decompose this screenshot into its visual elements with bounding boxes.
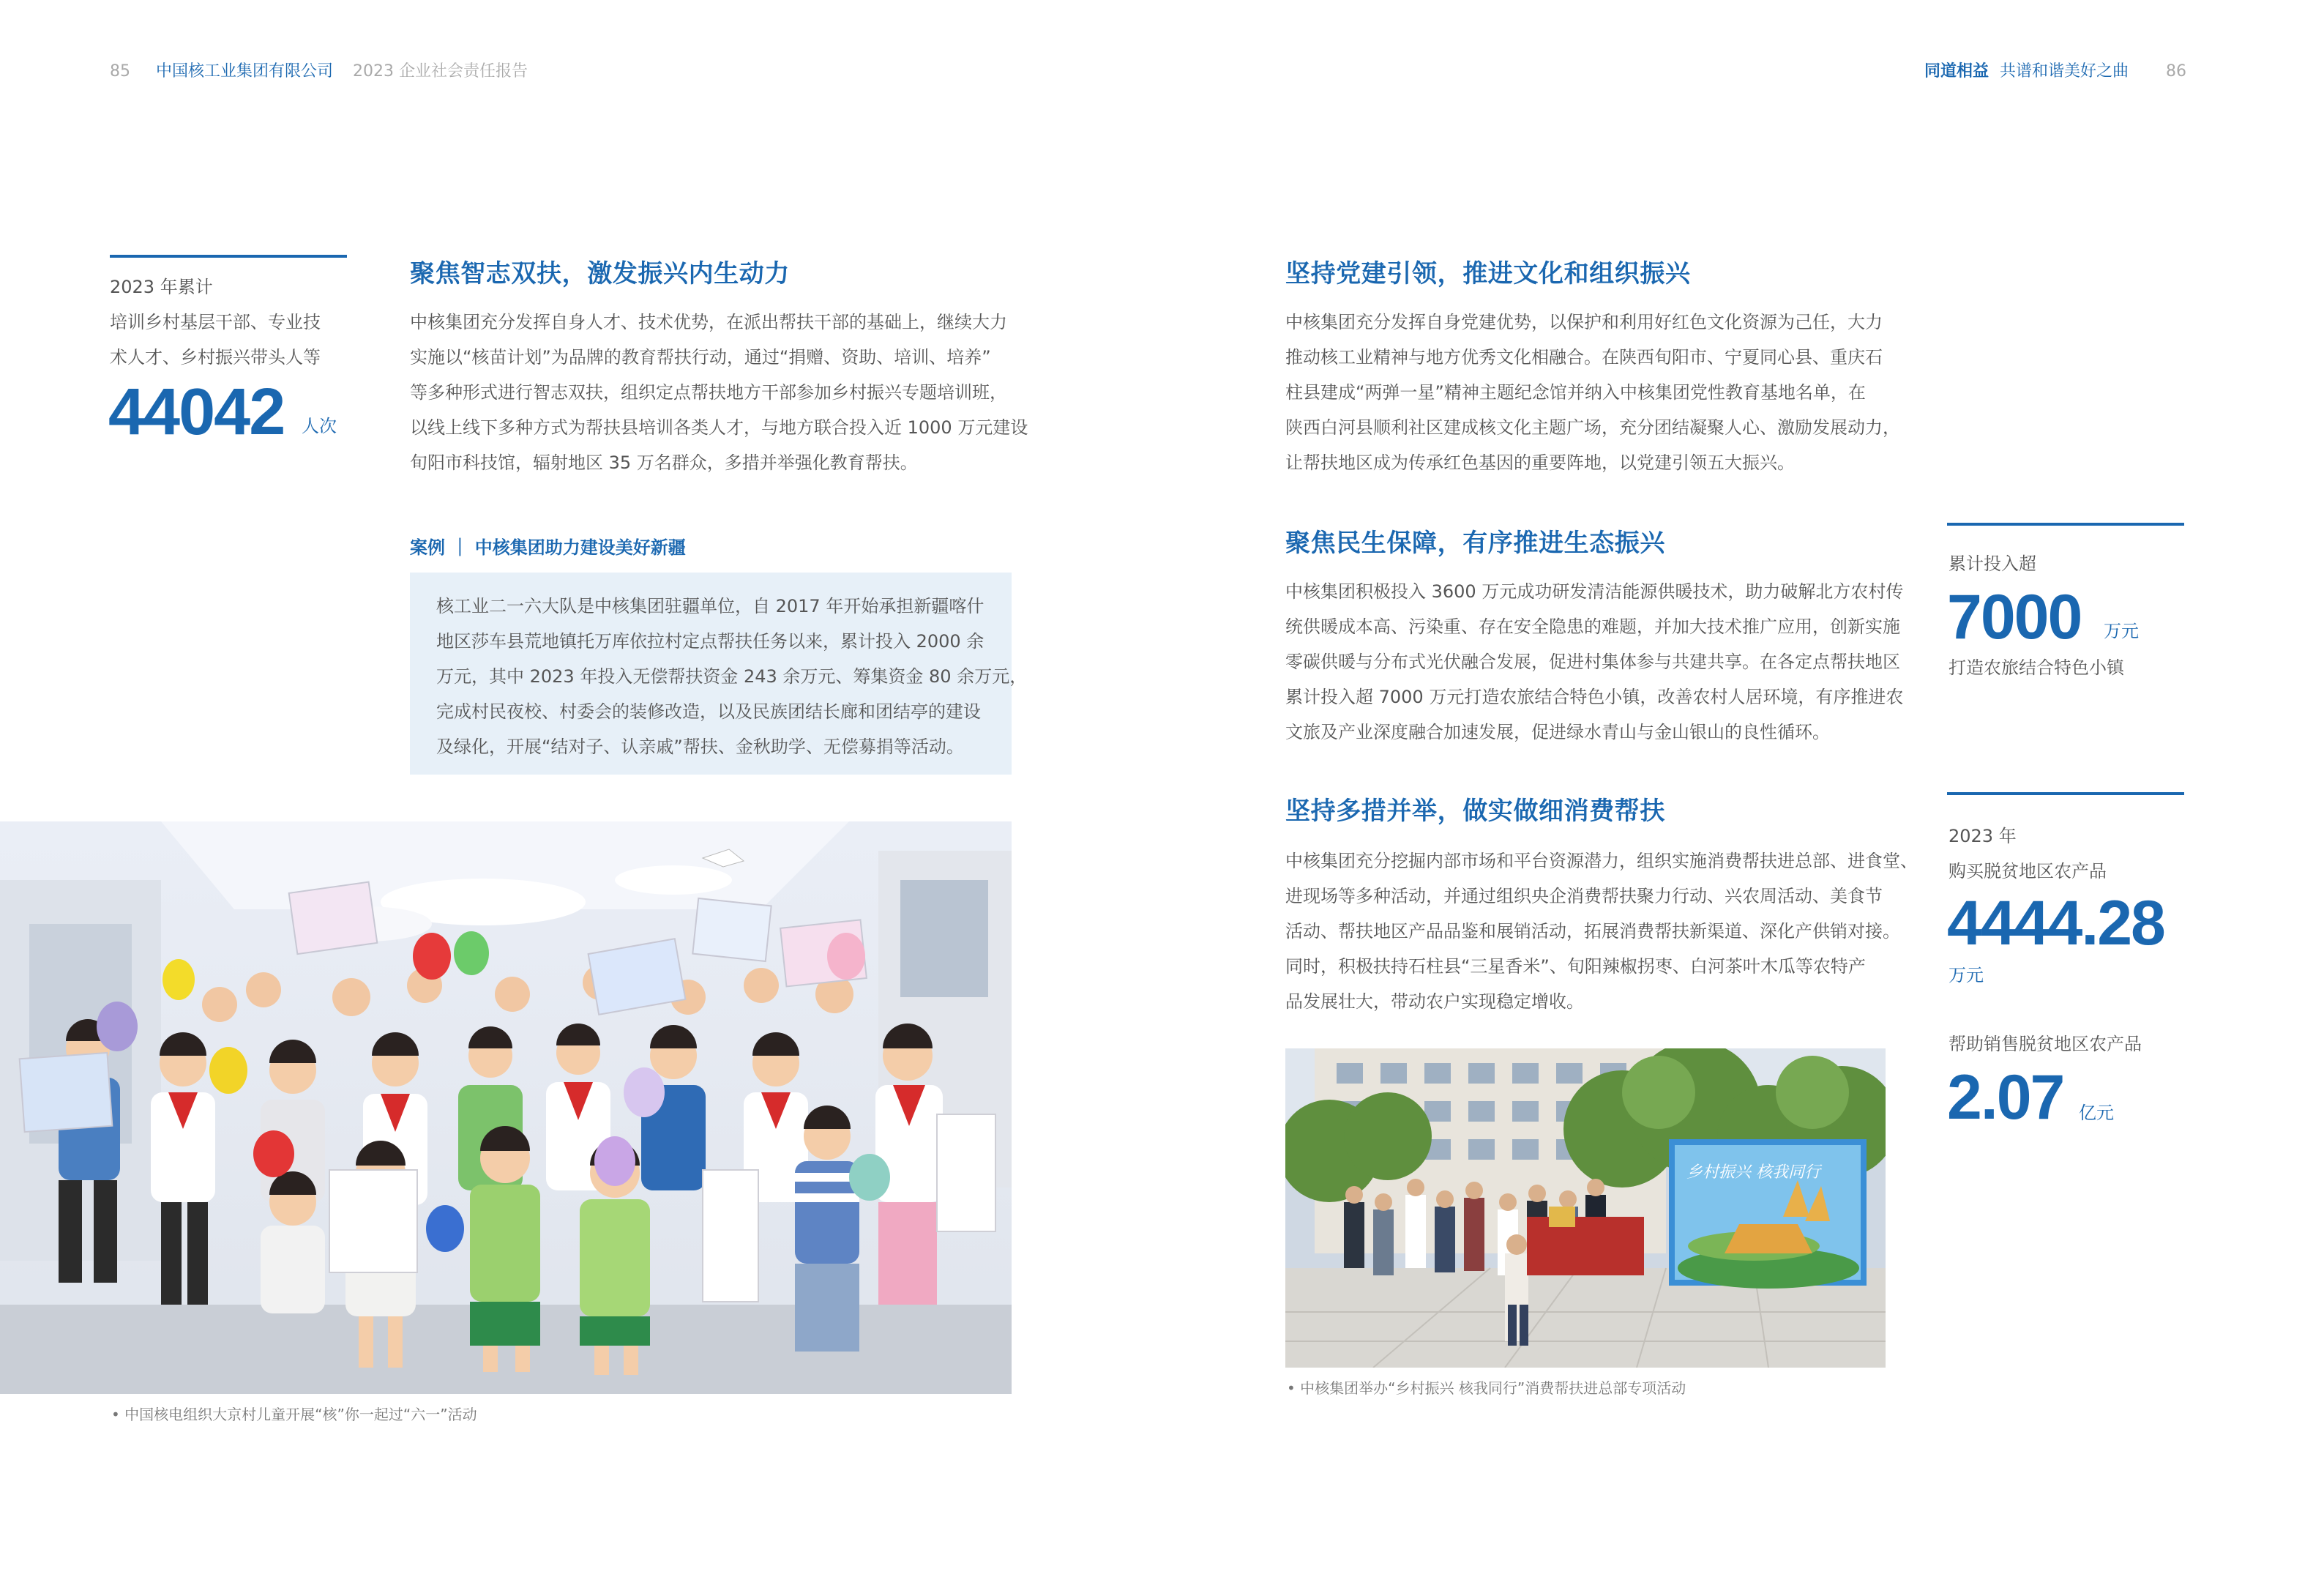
case-line: 核工业二一六大队是中核集团驻疆单位，自 2017 年开始承担新疆喀什 bbox=[436, 596, 984, 616]
body-line: 品发展壮大，带动农户实现稳定增收。 bbox=[1285, 991, 1584, 1012]
body-line: 零碳供暖与分布式光伏融合发展，促进村集体参与共建共享。在各定点帮扶地区 bbox=[1285, 652, 1900, 672]
stat-divider bbox=[1947, 523, 2184, 526]
stat-label-line: 术人才、乡村振兴带头人等 bbox=[110, 347, 321, 368]
stat-investment-label: 累计投入超 bbox=[1949, 553, 2036, 574]
left-page-header bbox=[110, 59, 528, 81]
section-heading: 坚持党建引领，推进文化和组织振兴 bbox=[1285, 259, 1691, 288]
body-line: 旬阳市科技馆，辐射地区 35 万名群众，多措并举强化教育帮扶。 bbox=[410, 452, 918, 473]
photo-caption: • 中国核电组织大京村儿童开展“核”你一起过“六一”活动 bbox=[111, 1406, 477, 1423]
stat-divider bbox=[110, 255, 347, 258]
children-activity-photo bbox=[0, 821, 1012, 1394]
left-page-number: 85 bbox=[110, 62, 130, 81]
stat-divider bbox=[1947, 792, 2184, 795]
stat-trainees-value: 44042 bbox=[108, 376, 285, 449]
stat-investment-desc: 打造农旅结合特色小镇 bbox=[1949, 657, 2124, 678]
stat-sales-unit: 亿元 bbox=[2079, 1103, 2114, 1123]
header-company: 中国核工业集团有限公司 bbox=[156, 62, 334, 81]
case-line: 地区莎车县荒地镇托万库依拉村定点帮扶任务以来，累计投入 2000 余 bbox=[436, 631, 984, 652]
stat-investment-unit: 万元 bbox=[2104, 621, 2139, 641]
body-line: 推动核工业精神与地方优秀文化相融合。在陕西旬阳市、宁夏同心县、重庆石 bbox=[1285, 347, 1883, 368]
body-line: 陕西白河县顺利社区建成核文化主题广场，充分团结凝聚人心、激励发展动力， bbox=[1285, 417, 1900, 438]
section-heading: 聚焦智志双扶，激发振兴内生动力 bbox=[410, 259, 790, 288]
section-body bbox=[410, 305, 1028, 480]
section-body bbox=[1285, 574, 1903, 750]
body-line: 中核集团充分发挥自身人才、技术优势，在派出帮扶干部的基础上，继续大力 bbox=[410, 312, 1007, 332]
stat-purchase-unit: 万元 bbox=[1949, 965, 1984, 985]
body-line: 活动、帮扶地区产品品鉴和展销活动，拓展消费帮扶新渠道、深化产供销对接。 bbox=[1285, 921, 1900, 942]
section-heading: 聚焦民生保障，有序推进生态振兴 bbox=[1285, 529, 1665, 558]
right-page-header bbox=[1924, 59, 2186, 81]
stat-purchase-value: 4444.28 bbox=[1947, 888, 2164, 958]
section-body bbox=[1285, 305, 1900, 480]
body-line: 中核集团积极投入 3600 万元成功研发清洁能源供暖技术，助力破解北方农村传 bbox=[1285, 581, 1904, 602]
header-report-title: 2023 企业社会责任报告 bbox=[353, 62, 528, 81]
body-line: 统供暖成本高、污染重、存在安全隐患的难题，并加大技术推广应用，创新实施 bbox=[1285, 616, 1900, 637]
section-heading: 坚持多措并举，做实做细消费帮扶 bbox=[1285, 797, 1665, 826]
stat-purchase-year: 2023 年 bbox=[1949, 826, 2017, 846]
header-chapter-subtitle: 共谱和谐美好之曲 bbox=[1999, 62, 2129, 81]
body-line: 同时，积极扶持石柱县“三星香米”、旬阳辣椒拐枣、白河茶叶木瓜等农特产 bbox=[1285, 956, 1866, 977]
body-line: 进现场等多种活动，并通过组织央企消费帮扶聚力行动、兴农周活动、美食节 bbox=[1285, 886, 1883, 906]
body-line: 柱县建成“两弹一星”精神主题纪念馆并纳入中核集团党性教育基地名单，在 bbox=[1285, 382, 1866, 403]
body-line: 中核集团充分挖掘内部市场和平台资源潜力，组织实施消费帮扶进总部、进食堂、 bbox=[1285, 851, 1918, 871]
stat-investment-value: 7000 bbox=[1947, 582, 2082, 652]
body-line: 累计投入超 7000 万元打造农旅结合特色小镇，改善农村人居环境，有序推进农 bbox=[1285, 687, 1904, 707]
case-line: 完成村民夜校、村委会的装修改造，以及民族团结长廊和团结亭的建设 bbox=[436, 701, 981, 722]
case-line: 及绿化，开展“结对子、认亲戚”帮扶、金秋助学、无偿募捐等活动。 bbox=[436, 737, 964, 757]
stat-sales-value: 2.07 bbox=[1947, 1062, 2064, 1133]
case-body bbox=[436, 589, 1027, 764]
body-line: 实施以“核苗计划”为品牌的教育帮扶行动，通过“捐赠、资助、培训、培养” bbox=[410, 347, 991, 368]
event-banner-text: 乡村振兴 核我同行 bbox=[1686, 1163, 1820, 1182]
body-line: 等多种形式进行智志双扶，组织定点帮扶地方干部参加乡村振兴专题培训班， bbox=[410, 382, 1007, 403]
stat-label-year: 2023 年累计 bbox=[110, 277, 213, 297]
section-body bbox=[1285, 843, 1918, 1019]
body-line: 文旅及产业深度融合加速发展，促进绿水青山与金山银山的良性循环。 bbox=[1285, 722, 1830, 742]
header-chapter: 同道相益 bbox=[1924, 62, 1989, 81]
body-line: 让帮扶地区成为传承红色基因的重要阵地，以党建引领五大振兴。 bbox=[1285, 452, 1795, 473]
body-line: 以线上线下多种方式为帮扶县培训各类人才，与地方联合投入近 1000 万元建设 bbox=[410, 417, 1028, 438]
stat-purchase-label: 购买脱贫地区农产品 bbox=[1949, 861, 2107, 881]
stat-trainees-unit: 人次 bbox=[302, 416, 337, 436]
stat-sales-label: 帮助销售脱贫地区农产品 bbox=[1949, 1034, 2142, 1054]
consumption-event-photo bbox=[1285, 1048, 1886, 1368]
right-page-number: 86 bbox=[2166, 62, 2186, 81]
case-title: 案例 ｜ 中核集团助力建设美好新疆 bbox=[410, 537, 686, 558]
case-line: 万元，其中 2023 年投入无偿帮扶资金 243 余万元、筹集资金 80 余万元， bbox=[436, 666, 1028, 687]
photo-caption: • 中核集团举办“乡村振兴 核我同行”消费帮扶进总部专项活动 bbox=[1287, 1379, 1686, 1397]
body-line: 中核集团充分发挥自身党建优势，以保护和利用好红色文化资源为己任，大力 bbox=[1285, 312, 1883, 332]
stat-label-line: 培训乡村基层干部、专业技 bbox=[110, 312, 321, 332]
